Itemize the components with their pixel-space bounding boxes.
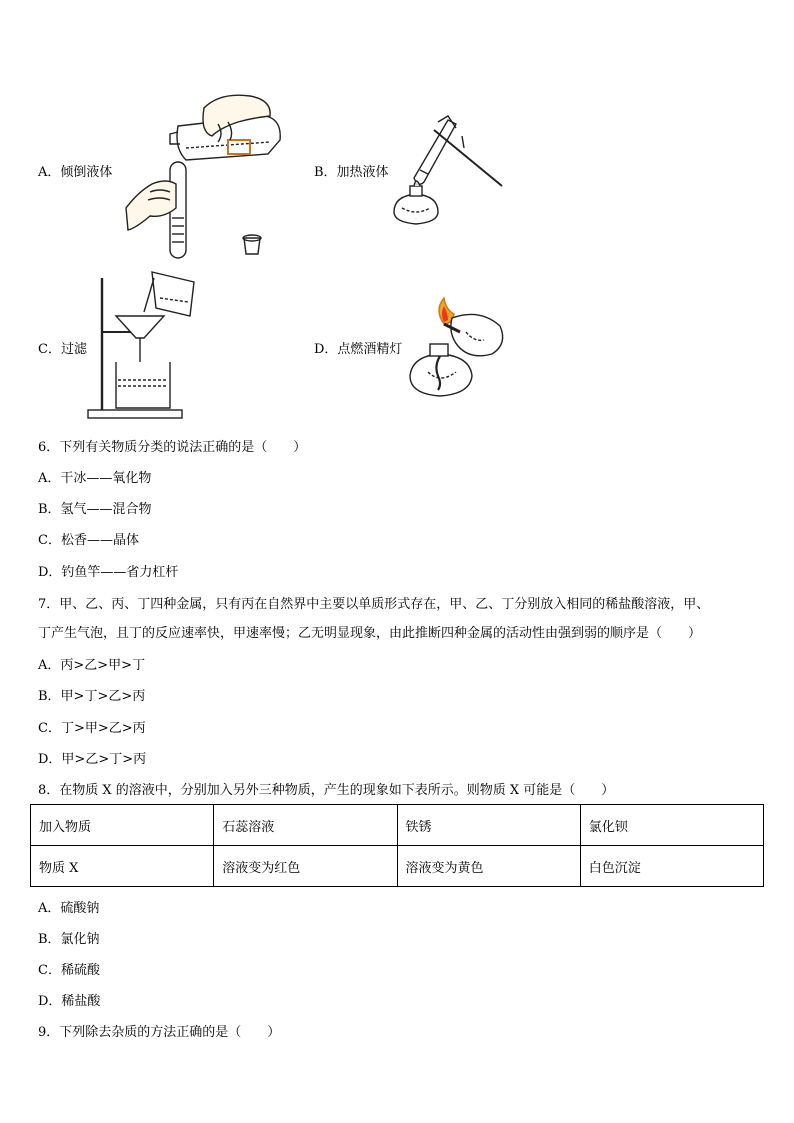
lighting-alcohol-lamp-illustration [404,292,512,402]
table-cell: 石蕊溶液 [214,805,397,846]
heating-liquid-illustration [390,108,508,230]
table-row [31,805,764,846]
q9-stem: 9．下列除去杂质的方法正确的是（ ） [38,1025,281,1040]
pouring-liquid-illustration [120,88,285,266]
q7-option-a: A．丙>乙>甲>丁 [38,658,146,673]
filtration-illustration [86,268,206,422]
q6-stem: 6．下列有关物质分类的说法正确的是（ ） [38,440,307,455]
option-d-label: D．点燃酒精灯 [314,342,403,357]
table-cell: 加入物质 [31,805,214,846]
q6-option-b: B．氢气——混合物 [38,502,152,517]
q7-option-b: B．甲>丁>乙>丙 [38,689,146,704]
table-cell: 铁锈 [397,805,580,846]
q7-option-d: D．甲>乙>丁>丙 [38,752,147,767]
option-a-label: A．倾倒液体 [38,165,113,180]
q7-option-c: C．丁>甲>乙>丙 [38,721,146,736]
q6-option-c: C．松香——晶体 [38,533,139,548]
table-cell: 溶液变为红色 [214,846,397,887]
q6-option-a: A．干冰——氧化物 [38,471,152,486]
q8-stem: 8．在物质 X 的溶液中，分别加入另外三种物质，产生的现象如下表所示。则物质 X 可能是（ ） [38,783,615,798]
q8-option-d: D．稀盐酸 [38,994,101,1009]
q6-option-d: D．钓鱼竿——省力杠杆 [38,565,179,580]
q7-stem-line2: 丁产生气泡，且丁的反应速率快，甲速率慢；乙无明显现象，由此推断四种金属的活动性由强到弱的顺序是（ ） [38,626,702,641]
option-c-label: C．过滤 [38,342,87,357]
q8-table [30,804,764,887]
q8-option-b: B．氯化钠 [38,932,100,947]
option-b-label: B．加热液体 [314,165,389,180]
table-cell: 物质 X [31,846,214,887]
table-cell: 溶液变为黄色 [397,846,580,887]
q7-stem-line1: 7．甲、乙、丙、丁四种金属，只有丙在自然界中主要以单质形式存在，甲、乙、丁分别放入相同的稀盐酸溶液，甲、 [38,597,710,612]
table-cell: 白色沉淀 [580,846,763,887]
q8-option-c: C．稀硫酸 [38,963,100,978]
table-row [31,846,764,887]
table-cell: 氯化钡 [580,805,763,846]
q8-option-a: A．硫酸钠 [38,901,100,916]
